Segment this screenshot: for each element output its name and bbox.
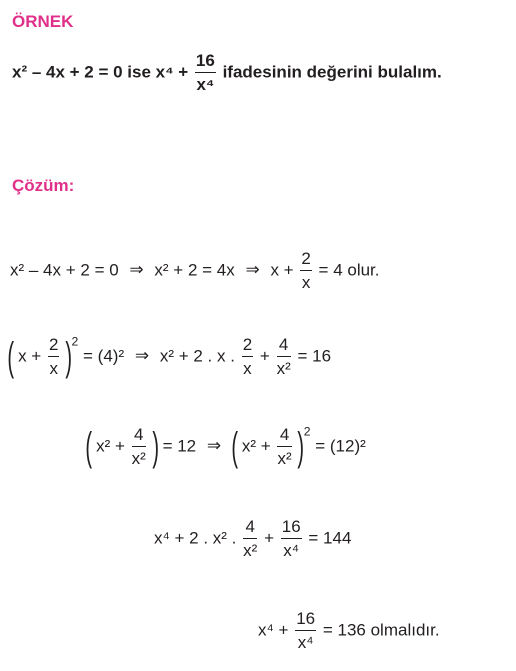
solution-line-3	[86, 426, 366, 468]
left-paren: (	[85, 424, 92, 469]
line1-part-b: x² + 2 = 4x	[154, 260, 235, 280]
solution-line-1	[10, 250, 380, 292]
fraction-denominator: x	[49, 358, 58, 378]
left-paren: (	[7, 334, 14, 379]
fraction-numerator: 16	[281, 518, 302, 539]
fraction-denominator: x²	[131, 448, 146, 468]
left-paren: (	[231, 424, 238, 469]
line4-fraction-2	[281, 518, 302, 560]
line3-exponent: 2	[303, 424, 311, 439]
problem-statement	[12, 52, 442, 94]
right-paren: )	[297, 424, 305, 469]
line5-fraction	[295, 610, 316, 652]
problem-fraction	[195, 52, 216, 94]
fraction-denominator: x²	[243, 540, 258, 560]
line3-parenthesized-2	[232, 426, 304, 468]
line3-parenthesized	[86, 426, 158, 468]
line5-end: = 136 olmalıdır.	[322, 620, 440, 640]
right-paren: )	[65, 334, 73, 379]
fraction-denominator: x²	[276, 358, 291, 378]
fraction-numerator: 4	[277, 426, 291, 447]
line2-inner-fraction	[48, 336, 59, 378]
problem-tail: ifadesinin değerini bulalım.	[222, 62, 442, 82]
fraction-numerator: 4	[132, 426, 146, 447]
line2-fraction-2	[277, 336, 291, 378]
line3-inner-2: x² +	[241, 436, 271, 456]
line2-fraction-1	[242, 336, 253, 378]
line2-inner: x +	[18, 346, 42, 366]
plus-sign: +	[264, 528, 274, 548]
fraction-denominator: x⁴	[283, 540, 300, 560]
solution-label: Çözüm:	[12, 176, 75, 195]
fraction-numerator: 4	[277, 336, 291, 357]
solution-line-2	[8, 336, 331, 378]
plus-sign: +	[259, 346, 270, 366]
fraction-numerator: 2	[300, 250, 311, 271]
fraction-numerator: 2	[242, 336, 253, 357]
problem-fraction-denominator: x⁴	[196, 74, 215, 94]
line5-part-a: x⁴ +	[258, 620, 289, 640]
line2-part-b: x² + 2 . x .	[159, 346, 235, 366]
fraction-denominator: x⁴	[297, 632, 314, 652]
line2-end: = 16	[297, 346, 332, 366]
solution-line-4	[154, 518, 351, 560]
problem-fraction-numerator: 16	[195, 52, 216, 73]
problem-equation: x² – 4x + 2 = 0 ise x⁴ +	[12, 62, 189, 82]
line1-part-d: = 4 olur.	[318, 260, 380, 280]
example-heading: ÖRNEK	[12, 12, 74, 31]
implies-arrow: ⇒	[134, 346, 150, 366]
fraction-numerator: 2	[48, 336, 59, 357]
line3-inner-fraction-2	[277, 426, 291, 468]
fraction-numerator: 4	[243, 518, 257, 539]
line3-mid: = 12	[162, 436, 197, 456]
line4-end: = 144	[308, 528, 352, 548]
implies-arrow: ⇒	[206, 436, 222, 456]
line3-inner: x² +	[96, 436, 125, 456]
line1-part-c: x +	[270, 260, 294, 280]
solution-line-5	[258, 610, 440, 652]
fraction-denominator: x	[301, 272, 311, 292]
line4-fraction-1	[243, 518, 257, 560]
line2-exponent: 2	[71, 334, 79, 349]
fraction-numerator: 16	[295, 610, 316, 631]
line4-part-a: x⁴ + 2 . x² .	[154, 528, 237, 548]
line3-inner-fraction	[132, 426, 146, 468]
implies-arrow: ⇒	[245, 260, 260, 280]
fraction-denominator: x	[243, 358, 252, 378]
line2-rhs: = (4)²	[83, 346, 125, 366]
line2-parenthesized	[8, 336, 71, 378]
fraction-denominator: x²	[277, 448, 292, 468]
line3-end: = (12)²	[315, 436, 366, 456]
line1-fraction	[300, 250, 311, 292]
line1-part-a: x² – 4x + 2 = 0	[10, 260, 119, 280]
right-paren: )	[151, 424, 159, 469]
implies-arrow: ⇒	[129, 260, 144, 280]
